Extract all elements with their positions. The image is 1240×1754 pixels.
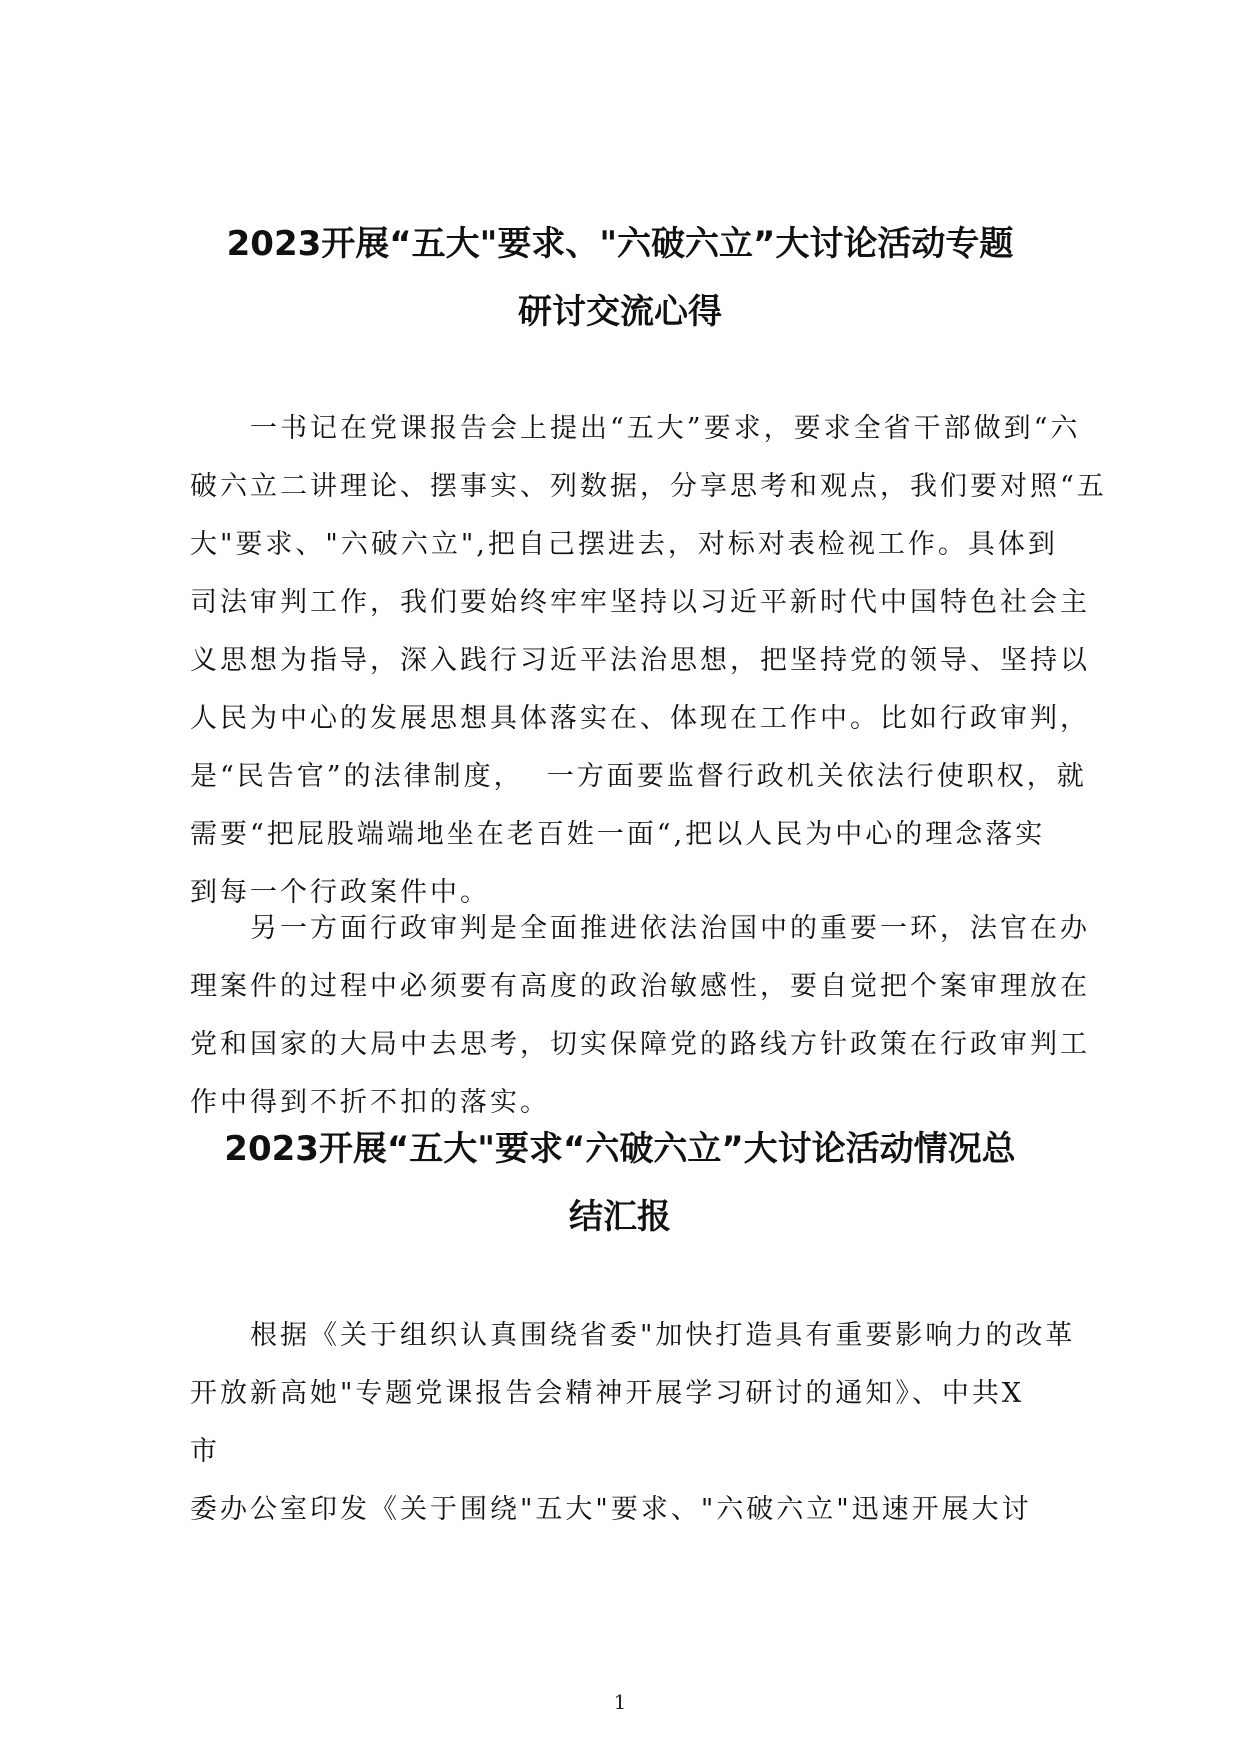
text-line: 是“民告官”的法律制度， 一方面要监督行政机关依法行使职权，就	[190, 761, 1087, 792]
title-line: 结汇报	[569, 1197, 671, 1237]
title-line: 2023开展“五大"要求、"六破六立”大讨论活动专题	[226, 224, 1014, 264]
text-line: 需要“把屁股端端地坐在老百姓一面“,把以人民为中心的理念落实	[190, 819, 1046, 850]
text-line: 义思想为指导，深入践行习近平法治思想，把坚持党的领导、坚持以	[190, 645, 1090, 676]
text-line: 人民为中心的发展思想具体落实在、体现在工作中。比如行政审判，	[190, 703, 1090, 734]
text-line: 作中得到不折不扣的落实。	[190, 1087, 550, 1118]
text-line: 理案件的过程中必须要有高度的政治敏感性，要自觉把个案审理放在	[190, 971, 1090, 1002]
text-line: 一书记在党课报告会上提出“五大”要求，要求全省干部做到“六	[250, 413, 1081, 444]
text-line: 司法审判工作，我们要始终牢牢坚持以习近平新时代中国特色社会主	[190, 587, 1090, 618]
text-line: 市	[190, 1436, 220, 1467]
section-1-paragraph-1	[190, 400, 1107, 922]
text-line: 根据《关于组织认真围绕省委"加快打造具有重要影响力的改革	[250, 1320, 1076, 1351]
text-line: 大"要求、"六破六立",把自己摆进去，对标对表检视工作。具体到	[190, 529, 1058, 560]
text-line: 党和国家的大局中去思考，切实保障党的路线方针政策在行政审判工	[190, 1029, 1090, 1060]
section-2-title	[190, 1115, 1050, 1251]
text-line: 到每一个行政案件中。	[190, 877, 490, 908]
text-line: 开放新高她"专题党课报告会精神开展学习研讨的通知》、中共X	[190, 1378, 1025, 1409]
page-number: 1	[613, 1690, 627, 1714]
title-line: 2023开展“五大"要求“六破六立”大讨论活动情况总	[224, 1129, 1016, 1169]
section-1-paragraph-2	[190, 900, 1090, 1132]
title-line: 研讨交流心得	[518, 292, 722, 332]
text-line: 委办公室印发《关于围绕"五大"要求、"六破六立"迅速开展大讨	[190, 1494, 1032, 1525]
section-1-title	[190, 210, 1050, 346]
section-2-paragraph-1	[190, 1307, 1076, 1539]
text-line: 破六立二讲理论、摆事实、列数据，分享思考和观点，我们要对照“五	[190, 471, 1107, 502]
text-line: 另一方面行政审判是全面推进依法治国中的重要一环，法官在办	[250, 913, 1090, 944]
